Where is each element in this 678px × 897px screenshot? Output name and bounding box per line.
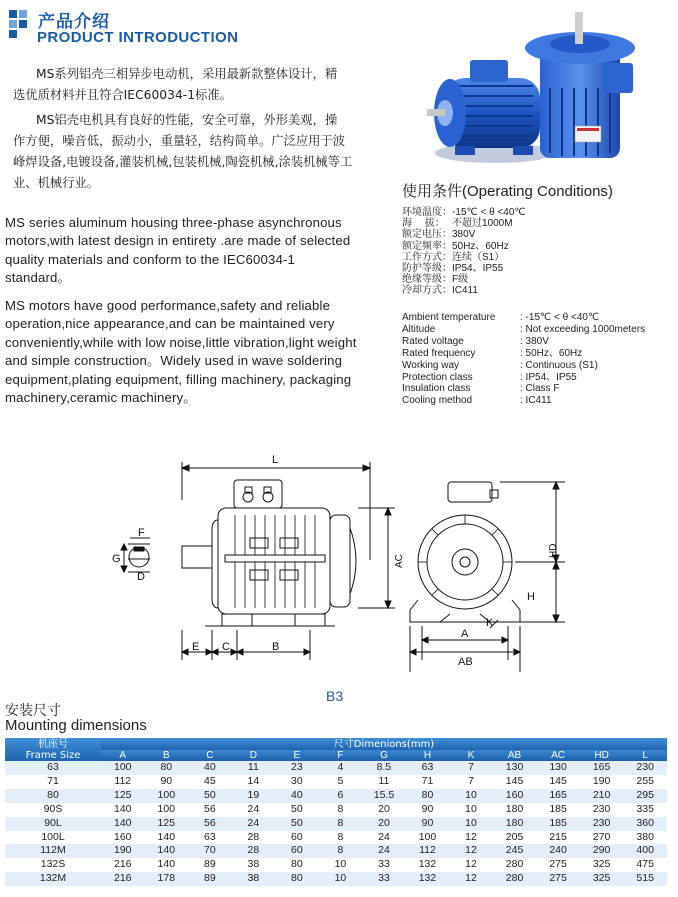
dimension-cell: 15.5 [362, 789, 406, 803]
condition-value: 50Hz、60Hz [452, 240, 509, 252]
dimension-cell: 90 [145, 775, 189, 789]
mounting-drawing [0, 440, 678, 690]
dimension-cell: 132 [406, 872, 450, 886]
column-header: H [406, 750, 450, 761]
column-header: AB [493, 750, 537, 761]
label-B: B [272, 641, 280, 653]
frame-size-cell: 63 [5, 761, 101, 775]
dimension-cell: 45 [188, 775, 232, 789]
column-header: C [188, 750, 232, 761]
frame-size-cell: 90S [5, 803, 101, 817]
dimension-cell: 160 [493, 789, 537, 803]
label-E: E [192, 641, 200, 653]
page-title-en: PRODUCT INTRODUCTION [37, 29, 239, 46]
drawing-caption: B3 [326, 688, 344, 704]
condition-row [402, 312, 645, 324]
dimension-cell: 20 [362, 803, 406, 817]
column-header: A [101, 750, 145, 761]
dimension-cell: 8 [319, 831, 363, 845]
dimension-cell: 230 [580, 817, 624, 831]
text-line: conveniently,while with low noise,little vibration,light weight [5, 334, 357, 350]
condition-row [402, 372, 645, 384]
front-view [410, 482, 565, 672]
dimension-cell: 230 [580, 803, 624, 817]
dimension-cell: 89 [188, 872, 232, 886]
condition-key: Rated frequency [402, 347, 476, 359]
mounting-title-cn: 安装尺寸 [5, 703, 61, 719]
condition-value: 连续（S1） [452, 251, 505, 263]
intro-en-paragraph-1 [5, 214, 381, 288]
dimension-cell: 63 [188, 831, 232, 845]
text-line: and simple construction。Widely used in wave soldering [5, 353, 343, 369]
dimension-cell: 6 [319, 789, 363, 803]
dimension-cell: 280 [493, 858, 537, 872]
page-title-cn: 产品介绍 [38, 12, 110, 31]
dimension-cell: 295 [623, 789, 667, 803]
condition-key: Altitude [402, 323, 436, 335]
dimension-cell: 80 [145, 761, 189, 775]
dimension-cell: 100 [101, 761, 145, 775]
condition-key: 环境温度： [402, 207, 452, 218]
label-F: F [138, 527, 145, 539]
condition-value: : -15℃ < θ <40℃ [520, 312, 600, 323]
label-L: L [272, 454, 279, 466]
table-row [5, 803, 667, 817]
dimension-cell: 165 [536, 789, 580, 803]
dimension-cell: 190 [580, 775, 624, 789]
dimension-cell: 216 [101, 872, 145, 886]
dimension-cell: 280 [493, 872, 537, 886]
dimension-cell: 50 [275, 803, 319, 817]
intro-cn-paragraph-1 [13, 64, 393, 106]
dimension-cell: 90 [406, 817, 450, 831]
dimension-cell: 40 [188, 761, 232, 775]
dimension-cell: 475 [623, 858, 667, 872]
label-HD: HD [548, 543, 559, 558]
dimension-cell: 40 [275, 789, 319, 803]
table-row [5, 844, 667, 858]
dimension-cell: 12 [449, 844, 493, 858]
dimension-cell: 178 [145, 872, 189, 886]
header-cube-icon [9, 10, 33, 40]
condition-row [402, 241, 526, 252]
text-line: 业、机械行业。 [13, 176, 100, 190]
dimension-cell: 89 [188, 858, 232, 872]
condition-key: 海 拔： [402, 218, 445, 230]
text-line: 峰焊设备,电镀设备,灌装机械,包装机械,陶瓷机械,涂装机械等工 [13, 155, 353, 169]
dimension-cell: 11 [362, 775, 406, 789]
condition-row [402, 383, 645, 395]
dimension-cell: 140 [101, 817, 145, 831]
frame-size-cell: 132S [5, 858, 101, 872]
dimension-cell: 14 [232, 775, 276, 789]
table-row [5, 872, 667, 886]
label-A: A [461, 628, 469, 640]
conditions-cn-list [402, 207, 526, 297]
condition-row [402, 360, 645, 372]
dimension-cell: 7 [449, 761, 493, 775]
frame-header-cn: 机座号 [38, 738, 68, 750]
frame-header-en: Frame Size [25, 749, 81, 761]
table-body [5, 761, 667, 886]
condition-value: 380V [452, 229, 476, 241]
dimension-cell: 325 [580, 858, 624, 872]
dimension-cell: 24 [232, 817, 276, 831]
dimension-cell: 80 [406, 789, 450, 803]
table-row [5, 775, 667, 789]
intro-cn-paragraph-2 [13, 110, 398, 194]
dimension-cell: 8.5 [362, 761, 406, 775]
dimension-cell: 275 [536, 872, 580, 886]
dimension-cell: 210 [580, 789, 624, 803]
dimension-cell: 10 [319, 858, 363, 872]
condition-row [402, 252, 526, 263]
dimension-cell: 60 [275, 844, 319, 858]
dimension-cell: 112 [101, 775, 145, 789]
column-header: AC [536, 750, 580, 761]
dimension-cell: 185 [536, 817, 580, 831]
dimension-cell: 28 [232, 831, 276, 845]
dimension-cell: 112 [406, 844, 450, 858]
dimension-cell: 56 [188, 803, 232, 817]
frame-size-cell: 80 [5, 789, 101, 803]
dimension-cell: 255 [623, 775, 667, 789]
mounting-title-en: Mounting dimensions [5, 717, 147, 734]
column-header: B [145, 750, 189, 761]
dimension-cell: 63 [406, 761, 450, 775]
condition-key: 冷却方式： [402, 285, 452, 297]
dimension-cell: 132 [406, 858, 450, 872]
dimension-cell: 60 [275, 831, 319, 845]
text-line: MS铝壳电机具有良好的性能，安全可靠，外形美观，操 [36, 113, 338, 127]
condition-row [402, 263, 526, 274]
text-line: equipment,plating equipment, filling machinery, packaging [5, 371, 352, 387]
table-row [5, 831, 667, 845]
dimension-cell: 165 [580, 761, 624, 775]
condition-key: 额定电压： [402, 229, 452, 241]
condition-value: : 50Hz、60Hz [520, 347, 583, 359]
condition-row [402, 336, 645, 348]
condition-row [402, 207, 526, 218]
column-header: E [275, 750, 319, 761]
dimension-cell: 140 [101, 803, 145, 817]
text-line: machinery,ceramic machinery。 [5, 390, 197, 406]
dimension-cell: 4 [319, 761, 363, 775]
column-header: L [623, 750, 667, 761]
dimension-cell: 24 [362, 831, 406, 845]
dimension-cell: 5 [319, 775, 363, 789]
dimension-cell: 130 [493, 761, 537, 775]
condition-row [402, 324, 645, 336]
dimension-cell: 140 [145, 858, 189, 872]
label-D: D [137, 571, 145, 583]
dimension-cell: 216 [101, 858, 145, 872]
label-G: G [112, 553, 121, 565]
condition-value: : IC411 [520, 395, 552, 407]
text-line: quality materials and conform to the IEC60034-1 [5, 251, 296, 267]
label-AC: AC [394, 554, 405, 568]
frame-size-cell: 132M [5, 872, 101, 886]
dimension-cell: 8 [319, 844, 363, 858]
condition-key: 防护等级： [402, 263, 452, 275]
dimension-cell: 240 [536, 844, 580, 858]
condition-key: 工作方式： [402, 251, 452, 263]
dimension-cell: 33 [362, 872, 406, 886]
conditions-title: 使用条件(Operating Conditions) [402, 183, 613, 200]
dimension-cell: 10 [449, 817, 493, 831]
dimension-cell: 515 [623, 872, 667, 886]
condition-row [402, 229, 526, 240]
dimension-cell: 100 [406, 831, 450, 845]
dimension-cell: 11 [232, 761, 276, 775]
dimension-cell: 10 [449, 789, 493, 803]
label-AB: AB [458, 656, 473, 668]
text-line: standard。 [5, 270, 71, 286]
label-C: C [222, 641, 230, 653]
condition-value: : Continuous (S1) [520, 359, 598, 371]
condition-key: Working way [402, 359, 460, 371]
dimension-cell: 38 [232, 872, 276, 886]
dimension-cell: 80 [275, 858, 319, 872]
dimension-cell: 140 [145, 844, 189, 858]
motor-product-photo [425, 8, 665, 178]
text-line: 作方便，噪音低，振动小，重量轻，结构简单。广泛应用于波 [13, 134, 346, 148]
mounting-dimensions-table [5, 738, 667, 886]
dimension-cell: 180 [493, 803, 537, 817]
dimension-cell: 10 [319, 872, 363, 886]
dimension-cell: 56 [188, 817, 232, 831]
condition-value: 不超过1000M [452, 218, 513, 230]
text-line: motors,with latest design in entirety .are made of selected [5, 233, 351, 249]
dimension-cell: 12 [449, 858, 493, 872]
intro-en-paragraph-2 [5, 297, 381, 407]
condition-key: Rated voltage [402, 335, 464, 347]
dimension-cell: 38 [232, 858, 276, 872]
dimension-cell: 30 [275, 775, 319, 789]
dimension-cell: 335 [623, 803, 667, 817]
text-line: MS motors have good performance,safety and reliable [5, 298, 331, 313]
frame-size-cell: 100L [5, 831, 101, 845]
dimension-cell: 215 [536, 831, 580, 845]
condition-value: -15℃ < θ <40℃ [452, 207, 526, 218]
column-header: G [362, 750, 406, 761]
text-line: MS系列铝壳三相异步电动机，采用最新款整体设计，精 [36, 67, 338, 81]
condition-value: : Not exceeding 1000meters [520, 323, 646, 335]
dimension-cell: 12 [449, 831, 493, 845]
dimension-cell: 400 [623, 844, 667, 858]
dimension-cell: 125 [101, 789, 145, 803]
dimension-cell: 325 [580, 872, 624, 886]
dimensions-header: 尺寸Dimenions(mm) [101, 738, 667, 750]
condition-row [402, 348, 645, 360]
condition-row [402, 218, 526, 229]
condition-value: : 380V [520, 335, 549, 347]
table-row [5, 817, 667, 831]
condition-key: Insulation class [402, 383, 471, 395]
dimension-cell: 12 [449, 872, 493, 886]
dimension-cell: 205 [493, 831, 537, 845]
dimension-cell: 8 [319, 803, 363, 817]
condition-key: Ambient temperature [402, 312, 496, 323]
dimension-cell: 360 [623, 817, 667, 831]
dimension-cell: 50 [275, 817, 319, 831]
condition-value: F级 [452, 274, 469, 286]
column-header: K [449, 750, 493, 761]
dimension-cell: 28 [232, 844, 276, 858]
condition-key: 绝缘等级： [402, 274, 452, 286]
dimension-cell: 125 [145, 817, 189, 831]
condition-row [402, 285, 526, 296]
dimension-cell: 270 [580, 831, 624, 845]
dimension-cell: 71 [406, 775, 450, 789]
condition-row [402, 395, 645, 407]
dimension-cell: 33 [362, 858, 406, 872]
label-H: H [527, 591, 535, 603]
dimension-cell: 50 [188, 789, 232, 803]
dimension-cell: 19 [232, 789, 276, 803]
frame-size-cell: 90L [5, 817, 101, 831]
frame-size-header [5, 738, 101, 761]
text-line: operation,nice appearance,and can be maintained very [5, 316, 335, 332]
dimension-cell: 190 [101, 844, 145, 858]
side-view [121, 462, 395, 660]
text-line: MS series aluminum housing three-phase asynchronous [5, 215, 342, 230]
dimension-cell: 160 [101, 831, 145, 845]
dimension-cell: 10 [449, 803, 493, 817]
dimension-cell: 275 [536, 858, 580, 872]
dimension-cell: 180 [493, 817, 537, 831]
dimension-cell: 24 [232, 803, 276, 817]
condition-key: Cooling method [402, 395, 473, 407]
column-header: D [232, 750, 276, 761]
dimension-cell: 130 [536, 761, 580, 775]
dimension-cell: 90 [406, 803, 450, 817]
conditions-en-list [402, 312, 645, 407]
dimension-cell: 8 [319, 817, 363, 831]
column-header: HD [580, 750, 624, 761]
condition-value: IC411 [452, 285, 478, 297]
dimension-cell: 23 [275, 761, 319, 775]
dimension-cell: 185 [536, 803, 580, 817]
dimension-cell: 230 [623, 761, 667, 775]
dimension-cell: 140 [145, 831, 189, 845]
dimension-cell: 145 [493, 775, 537, 789]
frame-size-cell: 71 [5, 775, 101, 789]
condition-key: Protection class [402, 371, 473, 383]
dimension-cell: 100 [145, 803, 189, 817]
table-row [5, 761, 667, 775]
condition-key: 额定频率： [402, 240, 452, 252]
dimension-cell: 145 [536, 775, 580, 789]
column-header-row [5, 750, 667, 761]
dimension-cell: 70 [188, 844, 232, 858]
dimension-cell: 7 [449, 775, 493, 789]
dimension-cell: 80 [275, 872, 319, 886]
dimension-cell: 245 [493, 844, 537, 858]
text-line: 选优质材料并且符合IEC60034-1标准。 [13, 88, 232, 102]
condition-value: : Class F [520, 383, 560, 395]
table-row [5, 858, 667, 872]
condition-value: : IP54、IP55 [520, 371, 577, 383]
label-K: K [486, 617, 494, 629]
dimension-cell: 20 [362, 817, 406, 831]
column-header: F [319, 750, 363, 761]
condition-value: IP54、IP55 [452, 263, 504, 275]
dimension-cell: 100 [145, 789, 189, 803]
table-row [5, 789, 667, 803]
dimension-cell: 290 [580, 844, 624, 858]
condition-row [402, 274, 526, 285]
frame-size-cell: 112M [5, 844, 101, 858]
dimension-cell: 24 [362, 844, 406, 858]
dimension-cell: 380 [623, 831, 667, 845]
